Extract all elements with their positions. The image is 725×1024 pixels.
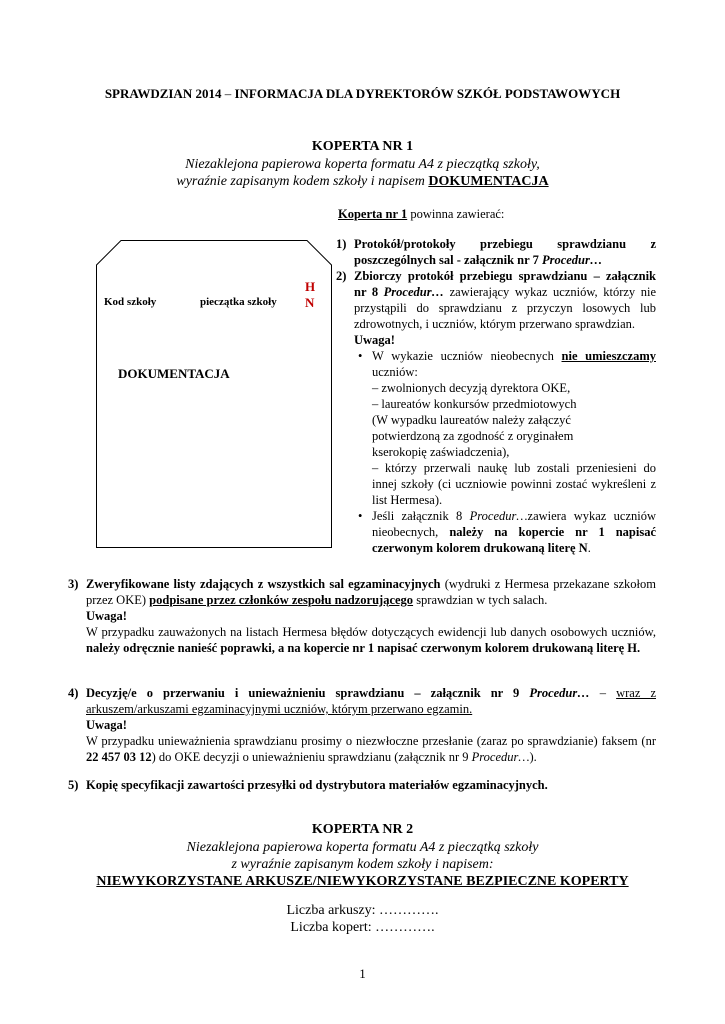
envelope-pieczatka: pieczątka szkoły	[200, 296, 277, 308]
bullet-item: • W wykazie uczniów nieobecnych nie umieszczamy uczniów: – zwolnionych decyzją dyrektora OKE, – laureatów konkursów przedmiotowych (W wypadku laureatów należy załączyć potwierdzoną za zgodność z oryginałem kserokopię zaświadczenia), – którzy przerwali naukę lub zostali przeniesieni do innej szkoły (ci uczniowie powinni zostać wykreśleni z list Hermesa).	[358, 349, 656, 507]
koperta1-item-3: 3) Zweryfikowane listy zdających z wszystkich sal egzaminacyjnych (wydruki z Hermesa przekazane szkołom przez OKE) podpisane przez członków zespołu nadzorującego sprawdzian w tych salach. Uwaga! W przypadku zauważonych na listach Hermesa błędów dotyczących ewidencji lub danych osobowych uczniów, należy odręcznie nanieść poprawki, a na kopercie nr 1 napisać czerwonym kolorem drukowaną literę H.	[68, 577, 656, 655]
page-number: 1	[359, 966, 366, 981]
koperta1-desc-line2: wyraźnie zapisanym kodem szkoły i napisem DOKUMENTACJA	[176, 174, 549, 189]
envelope-kod-szkoly: Kod szkoły	[104, 296, 157, 308]
liczba-arkuszy: Liczba arkuszy: ………….	[286, 903, 439, 918]
koperta1-intro: Koperta nr 1 powinna zawierać:	[338, 207, 505, 221]
uwaga-label: Uwaga!	[354, 333, 395, 347]
koperta1-contents-list	[336, 236, 656, 556]
envelope-letter-n: N	[305, 295, 315, 310]
envelope-outline	[96, 240, 332, 548]
list-item: 2) Zbiorczy protokół przebiegu sprawdzianu – załącznik nr 8 Procedur… zawierający wykaz uczniów, którzy nie przystąpili do sprawdzianu z przyczyn losowych lub zdrowotnych, i uczniów, którym przerwano sprawdzian. Uwaga! • W wykazie uczniów nieobecnych nie umieszczamy uczniów: – zwolnionych decyzją dyrektora OKE, – laureatów konkursów przedmiotowych (W wypadku laureatów należy załączyć potwierdzoną za zgodność z oryginałem kserokopię zaświadczenia), – którzy przerwali naukę lub zostali przeniesieni do innej szkoły (ci uczniowie powinni zostać wykreśleni z list Hermesa). • Jeśli załącznik 8 Procedur…zawiera wykaz uczniów nieobecnych, należy na kopercie nr 1 napisać czerwonym kolorem drukowaną literę N.	[336, 269, 656, 555]
envelope-dokumentacja: DOKUMENTACJA	[118, 366, 230, 381]
koperta2-desc-line2: z wyraźnie zapisanym kodem szkoły i napisem:	[231, 857, 494, 872]
uwaga-label: Uwaga!	[86, 718, 127, 732]
envelope-letter-h: H	[305, 279, 316, 294]
page-title: SPRAWDZIAN 2014 – INFORMACJA DLA DYREKTORÓW SZKÓŁ PODSTAWOWYCH	[104, 86, 621, 101]
koperta2-label: NIEWYKORZYSTANE ARKUSZE/NIEWYKORZYSTANE BEZPIECZNE KOPERTY	[96, 874, 629, 889]
bullet-icon: •	[358, 349, 363, 363]
koperta1-heading: KOPERTA NR 1	[311, 139, 414, 154]
koperta1-desc-line1: Niezaklejona papierowa koperta formatu A4 z pieczątką szkoły,	[185, 157, 540, 172]
uwaga-label: Uwaga!	[86, 609, 127, 623]
bullet-item: • Jeśli załącznik 8 Procedur…zawiera wykaz uczniów nieobecnych, należy na kopercie nr 1 napisać czerwonym kolorem drukowaną literę N.	[358, 509, 656, 555]
list-item: 1) Protokół/protokoły przebiegu sprawdzianu z poszczególnych sal - załącznik nr 7 Procedur…	[336, 237, 656, 267]
envelope-illustration	[96, 240, 332, 548]
koperta1-item-4: 4) Decyzję/e o przerwaniu i unieważnieniu sprawdzianu – załącznik nr 9 Procedur… – wraz z arkuszem/arkuszami egzaminacyjnymi uczniów, którym przerwano egzamin. Uwaga! W przypadku unieważnienia sprawdzianu prosimy o niezwłoczne przesłanie (zaraz po sprawdzianie) faksem (nr 22 457 03 12) do OKE decyzji o unieważnieniu sprawdzianu (załącznik nr 9 Procedur…).	[68, 686, 656, 764]
liczba-kopert: Liczba kopert: ………….	[290, 920, 435, 935]
koperta1-item-5: 5) Kopię specyfikacji zawartości przesyłki od dystrybutora materiałów egzaminacyjnych.	[68, 778, 548, 792]
koperta2-desc-line1: Niezaklejona papierowa koperta formatu A4 z pieczątką szkoły	[186, 840, 539, 855]
bullet-icon: •	[358, 509, 363, 523]
koperta2-heading: KOPERTA NR 2	[311, 822, 414, 837]
